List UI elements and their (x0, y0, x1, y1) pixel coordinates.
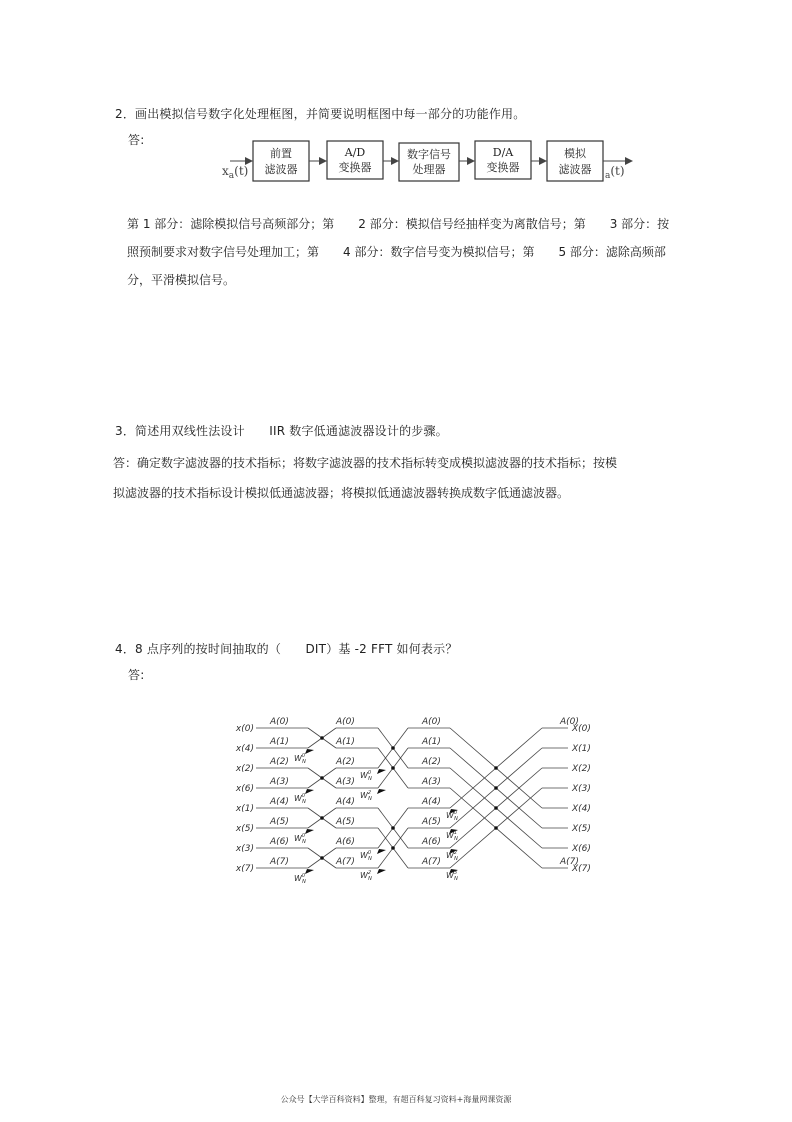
block-ad-converter (327, 141, 383, 179)
fft-stage3-label: A(7) (422, 857, 441, 867)
fft-multiply-arrow (305, 869, 314, 874)
fft-node (494, 826, 498, 830)
fft-output-label: X(3) (572, 784, 591, 794)
fft-output-label: X(1) (572, 744, 591, 754)
svg-text:变换器: 变换器 (486, 161, 520, 174)
twiddle-factor-label: $W^0$ N (294, 873, 306, 884)
twiddle-factor-label: $W^1$ N (446, 830, 458, 842)
fft-node (320, 776, 324, 780)
fft-node (320, 736, 324, 740)
block-analog-filter (547, 141, 603, 181)
fft-input-label: x(7) (235, 864, 254, 874)
q3-line-1: 答：确定数字滤波器的技术指标；将数字滤波器的技术指标转变成模拟滤波器的技术指标；按模 (113, 456, 618, 470)
fft-stage4-label: A(0) (560, 717, 579, 727)
twiddle-factor-label: $W^0$ N (446, 810, 458, 822)
fft-butterfly-diagram (228, 708, 620, 884)
fft-output-label: X(2) (572, 764, 591, 774)
fft-stage3-label: A(0) (422, 717, 441, 727)
fft-stage1-label: A(6) (270, 837, 289, 847)
svg-text:模拟: 模拟 (564, 147, 586, 160)
fft-stage2-label: A(3) (336, 777, 355, 787)
fft-stage1-label: A(3) (270, 777, 289, 787)
fft-input-label: x(1) (235, 804, 254, 814)
fft-twiddle-stage2 (360, 850, 372, 862)
fft-multiply-arrow (305, 749, 314, 754)
fft-node (391, 846, 395, 850)
fft-twiddle-stage1 (294, 833, 306, 845)
twiddle-factor-label: $W^3$ N (446, 870, 458, 882)
fft-stage2-label: A(5) (336, 817, 355, 827)
q2-line-2: 照预制要求对数字信号处理加工；第 4 部分：数字信号变为模拟信号；第 5 部分：滤除高频部 (127, 245, 666, 259)
twiddle-factor-label: $W^0$ N (360, 850, 372, 862)
svg-text:处理器: 处理器 (412, 163, 446, 176)
fft-stage1-label: A(5) (270, 817, 289, 827)
twiddle-factor-label: $W^0$ N (360, 770, 372, 782)
input-signal-label: $x_a(t)$ (222, 164, 249, 181)
q4-answer-label: 答: (128, 668, 145, 682)
svg-text:滤波器: 滤波器 (558, 163, 592, 176)
block-digital-processor (399, 143, 459, 181)
twiddle-factor-label: $W^2$ N (360, 870, 372, 882)
fft-node (494, 766, 498, 770)
fft-twiddle-stage3 (446, 830, 458, 842)
fft-node (494, 786, 498, 790)
fft-twiddle-stage1 (294, 793, 306, 805)
q2-line-3: 分，平滑模拟信号。 (127, 273, 236, 287)
q2-line-1: 第 1 部分：滤除模拟信号高频部分；第 2 部分：模拟信号经抽样变为离散信号；第 3 部分：按 (127, 217, 670, 231)
q2-title: 2．画出模拟信号数字化处理框图，并简要说明框图中每一部分的功能作用。 (115, 107, 526, 121)
fft-multiply-arrow (377, 769, 386, 774)
twiddle-factor-label: $W^0$ N (294, 753, 306, 765)
fft-node (391, 766, 395, 770)
fft-stage2-label: A(0) (336, 717, 355, 727)
q3-line-2: 拟滤波器的技术指标设计模拟低通滤波器；将模拟低通滤波器转换成数字低通滤波器。 (113, 486, 570, 500)
fft-twiddle-stage1 (294, 873, 306, 884)
fft-stage1-label: A(7) (270, 857, 289, 867)
q3-answer-text (113, 448, 617, 508)
fft-node (391, 826, 395, 830)
q4-title: 4．8 点序列的按时间抽取的（ DIT）基 -2 FFT 如何表示？ (115, 642, 458, 656)
svg-text:数字信号: 数字信号 (407, 148, 451, 161)
fft-twiddle-stage3 (446, 810, 458, 822)
svg-text:变换器: 变换器 (338, 161, 372, 174)
fft-output-label: X(0) (572, 724, 591, 734)
fft-output-label: X(5) (572, 824, 591, 834)
fft-output-label: X(4) (572, 804, 591, 814)
fft-stage4-label: A(7) (560, 857, 579, 867)
fft-stage2-label: A(1) (336, 737, 355, 747)
fft-twiddle-stage3 (446, 850, 458, 862)
fft-stage1-label: A(4) (270, 797, 289, 807)
fft-multiply-arrow (377, 789, 386, 794)
fft-node (494, 806, 498, 810)
svg-text:滤波器: 滤波器 (264, 163, 298, 176)
fft-stage1-label: A(0) (270, 717, 289, 727)
block-da-converter (475, 141, 531, 179)
fft-stage3-label: A(1) (422, 737, 441, 747)
fft-output-label: X(6) (572, 844, 591, 854)
fft-stage2-label: A(7) (336, 857, 355, 867)
fft-stage3-label: A(3) (422, 777, 441, 787)
fft-input-label: x(5) (235, 824, 254, 834)
fft-stage2-label: A(4) (336, 797, 355, 807)
fft-node (320, 856, 324, 860)
fft-input-label: x(4) (235, 744, 254, 754)
fft-input-label: x(3) (235, 844, 254, 854)
signal-processing-block-diagram (218, 136, 646, 188)
q3-title: 3．简述用双线性法设计 IIR 数字低通滤波器设计的步骤。 (115, 424, 448, 438)
fft-twiddle-stage1 (294, 753, 306, 765)
fft-multiply-arrow (377, 849, 386, 854)
svg-text:前置: 前置 (270, 147, 292, 160)
fft-output-label: X(7) (572, 864, 591, 874)
fft-stage3-label: A(5) (422, 817, 441, 827)
fft-stage3-label: A(2) (422, 757, 441, 767)
fft-multiply-arrow (305, 829, 314, 834)
fft-twiddle-stage2 (360, 770, 372, 782)
fft-input-label: x(0) (235, 724, 254, 734)
fft-stage3-label: A(6) (422, 837, 441, 847)
twiddle-factor-label: $W^2$ N (446, 850, 458, 862)
fft-node (320, 816, 324, 820)
fft-input-label: x(6) (235, 784, 254, 794)
fft-multiply-arrow (377, 869, 386, 874)
fft-twiddle-stage2 (360, 790, 372, 802)
q2-answer-label: 答: (128, 133, 145, 147)
twiddle-factor-label: $W^0$ N (294, 793, 306, 805)
twiddle-factor-label: $W^0$ N (294, 833, 306, 845)
svg-text:A/D: A/D (344, 146, 366, 159)
block-prefilter (253, 141, 309, 181)
fft-stage2-label: A(2) (336, 757, 355, 767)
q2-answer-text (127, 210, 669, 294)
output-signal-label: $_a$(t) (605, 164, 625, 181)
fft-stage2-label: A(6) (336, 837, 355, 847)
fft-stage3-label: A(4) (422, 797, 441, 807)
fft-twiddle-stage3 (446, 870, 458, 882)
page-footer: 公众号【大学百科资料】整理，有超百科复习资料+海量网课资源 (280, 1095, 512, 1104)
twiddle-factor-label: $W^2$ N (360, 790, 372, 802)
fft-node (391, 746, 395, 750)
fft-multiply-arrow (305, 789, 314, 794)
fft-input-label: x(2) (235, 764, 254, 774)
fft-stage1-label: A(1) (270, 737, 289, 747)
svg-text:D/A: D/A (492, 146, 514, 159)
fft-stage1-label: A(2) (270, 757, 289, 767)
fft-twiddle-stage2 (360, 870, 372, 882)
